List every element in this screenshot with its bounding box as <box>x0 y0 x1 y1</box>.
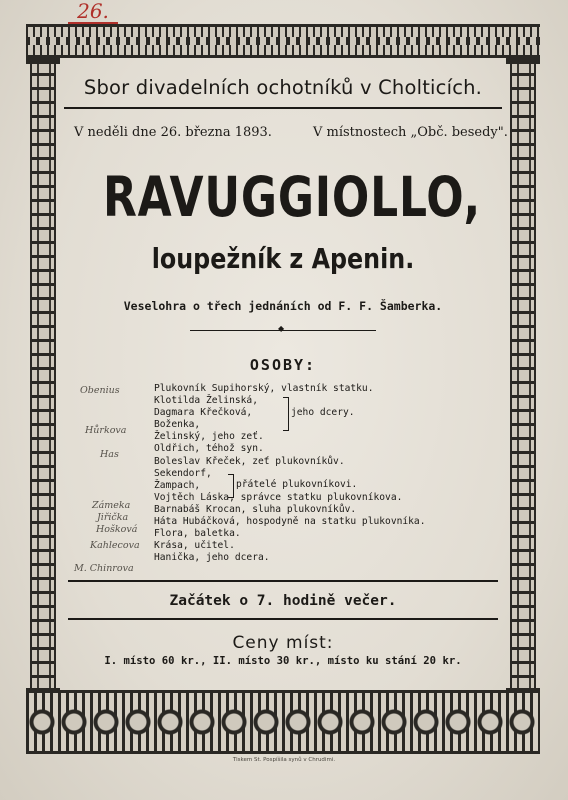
cast-item: Krása, učitel. <box>154 540 235 552</box>
performance-date: V neděli dne 26. března 1893. <box>74 125 272 140</box>
cast-list <box>154 383 425 564</box>
ticket-prices: I. místo 60 kr., II. místo 30 kr., místo ku stání 20 kr. <box>104 655 462 667</box>
performance-venue: V místnostech „Obč. besedy". <box>313 125 508 140</box>
play-genre-author: Veselohra o třech jednáních od F. F. Šamberka. <box>123 299 443 313</box>
handwritten-actor-name: Jiřička <box>97 512 129 523</box>
cast-item: Želinský, jeho zeť. <box>154 431 264 443</box>
society-divider <box>64 107 502 109</box>
cast-item: Sekendorf, <box>154 467 212 479</box>
daughters-brace <box>283 397 289 431</box>
printer-imprint: Tiskem St. Pospíšila synů v Chrudimi. <box>232 757 336 763</box>
cast-item: Boleslav Křeček, zeť plukovníkův. <box>154 455 345 467</box>
friends-note: přátelé plukovníkovi. <box>236 479 358 490</box>
society-name: Sbor divadelních ochotníků v Cholticích. <box>83 76 483 99</box>
start-time: Začátek o 7. hodině večer. <box>169 593 397 609</box>
handwritten-actor-name: Has <box>100 449 119 460</box>
cast-item: Barnabáš Krocan, sluha plukovníkův. <box>154 503 357 515</box>
bottom-ornament-border <box>26 690 540 754</box>
friends-brace <box>228 474 234 498</box>
left-ornament-pillar <box>30 60 56 692</box>
cast-item: Dagmara Křečková, <box>154 407 253 419</box>
section-divider <box>68 580 498 582</box>
handwritten-actor-name: Hošková <box>96 524 138 535</box>
handwritten-actor-name: Obenius <box>80 385 120 396</box>
handwritten-number: 26. <box>68 0 118 24</box>
cast-item: Boženka, <box>154 419 201 431</box>
cast-heading: OSOBY: <box>249 356 317 374</box>
handwritten-actor-name: Hůrkova <box>85 425 127 436</box>
cast-item: Plukovník Supihorský, vlastník statku. <box>154 383 374 394</box>
cast-item: Flora, baletka. <box>154 528 241 540</box>
cast-item: Vojtěch Láska, správce statku plukovníkova. <box>154 491 403 503</box>
handwritten-actor-name: Zámeka <box>92 500 131 511</box>
play-title: RAVUGGIOLLO, <box>103 165 481 229</box>
play-subtitle: loupežník z Apenin. <box>151 242 415 275</box>
section-divider <box>68 618 498 620</box>
cast-item: Hanička, jeho dcera. <box>154 552 270 564</box>
ornament-divider <box>190 330 376 331</box>
prices-heading: Ceny míst: <box>232 633 334 653</box>
cast-item: Háta Hubáčková, hospodyně na statku plukovníka. <box>154 516 426 528</box>
cast-item: Žampach, <box>154 479 201 491</box>
handwritten-actor-name: M. Chinrova <box>74 563 134 574</box>
cast-item: Oldřich, téhož syn. <box>154 443 264 455</box>
daughters-note: jeho dcery. <box>291 407 355 418</box>
right-ornament-pillar <box>510 60 536 692</box>
top-ornament-border <box>26 24 540 58</box>
cast-item: Klotilda Želinská, <box>154 395 258 407</box>
handwritten-actor-name: Kahlecova <box>90 540 140 551</box>
